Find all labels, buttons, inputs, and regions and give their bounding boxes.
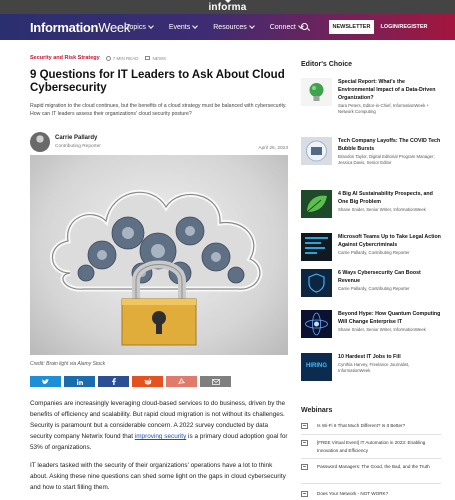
chevron-down-icon — [192, 23, 198, 29]
cloud-padlock-illustration — [30, 155, 288, 355]
article-type: NEWS — [152, 55, 166, 61]
divider — [301, 458, 441, 459]
share-twitter-button[interactable] — [30, 376, 61, 387]
editors-pick[interactable] — [301, 233, 441, 273]
webinar-title[interactable]: Password Managers: The Good, the Bad, and the Truth — [317, 464, 430, 469]
site-logo[interactable]: InformationWeek — [30, 19, 130, 35]
publish-date: April 26, 2023 — [258, 146, 288, 151]
pick-authors: Shane Snider, Senior Writer, InformationWeek — [338, 207, 426, 212]
nav-events[interactable]: Events — [169, 24, 197, 31]
pick-authors: Carrie Pallardy, Contributing Reporter — [338, 250, 410, 255]
pdf-icon — [178, 378, 185, 385]
webinar-icon — [301, 440, 308, 446]
pick-title[interactable]: Special Report: What's the Environmental Impact of a Data-Driven Organization? — [338, 79, 436, 101]
chevron-down-icon — [148, 23, 154, 29]
improving-security-link[interactable]: improving security — [134, 433, 187, 440]
quantum-thumbnail — [301, 310, 332, 338]
share-linkedin-button[interactable] — [64, 376, 95, 387]
pick-thumbnail[interactable] — [301, 137, 332, 165]
share-reddit-button[interactable] — [132, 376, 163, 387]
editors-pick[interactable] — [301, 353, 441, 393]
editors-pick[interactable] — [301, 269, 441, 309]
editors-pick[interactable] — [301, 78, 441, 118]
informa-bar — [0, 0, 455, 14]
save-pdf-button[interactable] — [166, 376, 197, 387]
nav-connect[interactable]: Connect — [270, 24, 303, 31]
login-register-button[interactable]: LOGIN/REGISTER — [380, 24, 428, 30]
facebook-icon — [112, 378, 116, 385]
author-block — [30, 132, 288, 156]
caret-down-icon — [225, 0, 231, 3]
linkedin-icon — [77, 379, 83, 385]
editors-pick[interactable] — [301, 190, 441, 230]
pick-title[interactable]: Microsoft Teams Up to Take Legal Action Against Cybercriminals — [338, 234, 441, 248]
lightbulb-thumbnail — [301, 78, 332, 106]
hacker-thumbnail — [301, 233, 332, 261]
webinar-title[interactable]: [FREE Virtual Event] IT Automation in 2023: Enabling Innovation and Efficiency — [317, 440, 426, 453]
pick-title[interactable]: Tech Company Layoffs: The COVID Tech Bubble Bursts — [338, 138, 441, 152]
webinar-icon — [301, 423, 308, 429]
article-meta — [30, 55, 166, 61]
article-dek: Rapid migration to the cloud continues, but the benefits of a cloud strategy must be balanced with cybersecurity. How can IT leaders assess their organizations' cloud security posture? — [30, 103, 287, 117]
pick-title[interactable]: Beyond Hype: How Quantum Computing Will Change Enterprise IT — [338, 311, 441, 325]
author-name[interactable]: Carrie Pallardy — [55, 135, 98, 141]
read-time: 7 MIN READ — [112, 55, 139, 61]
article-title: 9 Questions for IT Leaders to Ask About Cloud Cybersecurity — [30, 69, 285, 94]
pick-authors: Shane Snider, Senior Writer, InformationWeek — [338, 327, 426, 332]
nav-topics[interactable]: Topics — [126, 24, 153, 31]
category-link[interactable]: Security and Risk Strategy — [30, 55, 100, 61]
editors-pick[interactable] — [301, 310, 441, 350]
leaf-circuit-thumbnail — [301, 190, 332, 218]
editors-choice-heading: Editor's Choice — [301, 61, 353, 68]
pick-title[interactable]: 4 Big AI Sustainability Prospects, and One Big Problem — [338, 191, 433, 205]
pick-thumbnail[interactable] — [301, 310, 332, 338]
webinar-icon — [301, 491, 308, 497]
pick-title[interactable]: 10 Hardest IT Jobs to Fill — [338, 354, 401, 360]
email-icon — [212, 379, 220, 385]
article-paragraph: Companies are increasingly leveraging cloud-based services to do business, driven by the benefits of efficiency and scalability. But rapid cloud migration is not without its challenges. Security is paramount but a considerable concern. A 2022 survey conducted by data security company Netwrix found that improving security is a primary cloud adoption goal for 53% of organizations. — [30, 400, 288, 451]
pick-thumbnail[interactable] — [301, 353, 332, 381]
author-role: Contributing Reporter — [55, 144, 101, 149]
pick-thumbnail[interactable] — [301, 233, 332, 261]
image-credit: Credit: Brain light via Alamy Stock — [30, 361, 106, 367]
twitter-icon — [42, 379, 49, 385]
article-paragraph: IT leaders tasked with the security of their organizations' operations have a lot to think about. Asking these nine questions can shed some light on the gaps in cloud cybersecurity and how to start filling them. — [30, 462, 286, 491]
informa-brand[interactable]: informa — [208, 1, 247, 13]
hiring-thumbnail-text: HIRING — [306, 363, 327, 369]
shield-thumbnail — [301, 269, 332, 297]
pick-thumbnail[interactable] — [301, 269, 332, 297]
search-icon[interactable] — [301, 23, 308, 30]
pick-authors: Sara Peters, Editor-in-Chief, InformationWeek + Network Computing — [338, 103, 430, 114]
reddit-icon — [144, 378, 152, 385]
share-email-button[interactable] — [200, 376, 231, 387]
chevron-down-icon — [249, 23, 255, 29]
webinar-title[interactable]: Is Wi-Fi 6 That Much Different? Is It Better? — [317, 423, 406, 428]
divider — [301, 483, 441, 484]
pick-authors: Carrie Pallardy, Contributing Reporter — [338, 286, 410, 291]
share-bar — [30, 376, 231, 387]
editors-pick[interactable] — [301, 137, 441, 177]
news-icon — [145, 56, 150, 60]
divider — [301, 434, 441, 435]
avatar[interactable] — [30, 132, 50, 152]
nav-links — [126, 24, 319, 31]
webinar-icon — [301, 464, 308, 470]
clock-icon — [106, 56, 111, 61]
pick-authors: Brandon Taylor, Digital Editorial Program Manager; Jessica Davis, Senior Editor — [338, 154, 435, 165]
pick-title[interactable]: 6 Ways Cybersecurity Can Boost Revenue — [338, 270, 421, 284]
main-nav — [0, 14, 455, 40]
pick-thumbnail[interactable] — [301, 78, 332, 106]
pick-thumbnail[interactable] — [301, 190, 332, 218]
pick-authors: Cynthia Harvey, Freelance Journalist, InformationWeek — [338, 362, 410, 373]
bubble-thumbnail — [301, 137, 332, 165]
share-facebook-button[interactable] — [98, 376, 129, 387]
hero-image — [30, 155, 288, 355]
webinar-title[interactable]: Does Your Network - NOT WORK? — [317, 491, 389, 496]
nav-resources[interactable]: Resources — [213, 24, 253, 31]
webinars-heading: Webinars — [301, 407, 333, 414]
newsletter-button[interactable]: NEWSLETTER — [329, 20, 374, 34]
